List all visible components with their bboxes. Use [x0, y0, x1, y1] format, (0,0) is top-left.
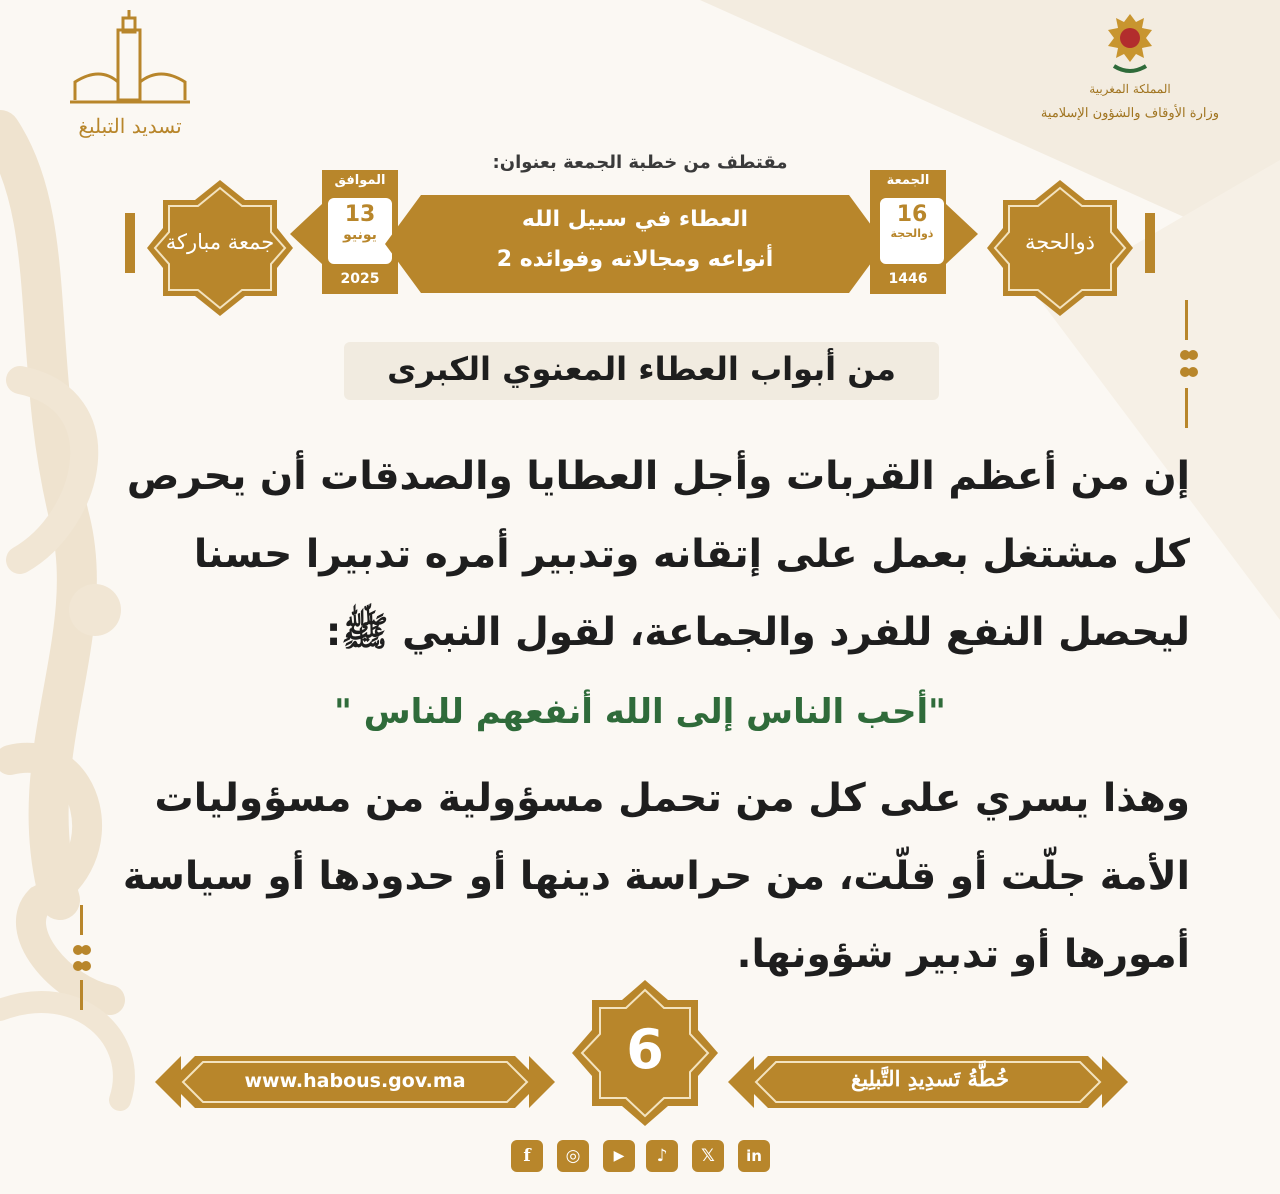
tiktok-icon[interactable]: ♪: [646, 1140, 678, 1172]
youtube-icon[interactable]: ▶: [603, 1140, 635, 1172]
linkedin-icon[interactable]: in: [738, 1140, 770, 1172]
logo-right-ministry: وزارة الأوقاف والشؤون الإسلامية: [1040, 106, 1220, 121]
title-banner: [385, 195, 885, 293]
gregorian-year: 2025: [340, 271, 380, 287]
tasdid-tabligh-logo: [60, 10, 200, 145]
hijri-day-box: [878, 196, 946, 266]
paragraph-2-line-2: الأمة جلّت أو قلّت، من حراسة دينها أو حدودها أو سياسة: [122, 854, 1190, 899]
paragraph-1-line-1: إن من أعظم القربات وأجل العطايا والصدقات أن يحرص: [126, 454, 1190, 499]
right-medallion-text: ذوالحجة: [1024, 230, 1096, 254]
gregorian-day-box: [326, 196, 394, 266]
hijri-tag: الجمعة: [886, 173, 930, 188]
royal-emblem-icon: [1100, 10, 1160, 78]
hijri-day: 16: [896, 202, 928, 227]
subtitle: من أبواب العطاء المعنوي الكبرى: [387, 350, 896, 388]
paragraph-2-line-1: وهذا يسري على كل من تحمل مسؤولية من مسؤوليات: [154, 776, 1190, 821]
mosque-minaret-icon: [60, 10, 200, 114]
subtitle-box: [344, 342, 939, 400]
left-medallion-text: جمعة مباركة: [165, 230, 275, 254]
logo-left-caption: تسديد التبليغ: [78, 114, 182, 138]
logo-right-kingdom: المملكة المغربية: [1089, 82, 1171, 96]
paragraph-2-line-3: أمورها أو تدبير شؤونها.: [736, 932, 1190, 977]
gregorian-month: يونيو: [343, 227, 377, 243]
page-number-wrap: [575, 1000, 715, 1110]
ministry-logo: [1020, 10, 1240, 135]
left-bar: [125, 213, 135, 273]
page-number: 6: [626, 1018, 664, 1081]
gregorian-date-block: [290, 168, 400, 298]
instagram-icon[interactable]: ◎: [557, 1140, 589, 1172]
hadith-quote: "أحب الناس إلى الله أنفعهم للناس ": [334, 692, 946, 732]
paragraph-1-line-3: ليحصل النفع للفرد والجماعة، لقول النبي ﷺ:: [325, 610, 1190, 655]
plan-label: خُطَّةُ تَسدِيدِ التَّبلِيغ: [851, 1066, 1009, 1091]
gregorian-tag: الموافق: [334, 173, 386, 188]
title-line-2: أنواعه ومجالاته وفوائده 2: [496, 247, 774, 272]
website-link[interactable]: www.habous.gov.ma: [244, 1070, 466, 1092]
hijri-month: ذوالحجة: [890, 227, 934, 240]
paragraph-1-line-2: كل مشتغل بعمل على إتقانه وتدبير أمره تدبيرا حسنا: [193, 532, 1190, 577]
title-line-1: العطاء في سبيل الله: [521, 207, 749, 232]
excerpt-label: مقتطف من خطبة الجمعة بعنوان:: [492, 152, 788, 173]
right-bar: [1145, 213, 1155, 273]
gregorian-day: 13: [344, 202, 376, 227]
x-twitter-icon[interactable]: 𝕏: [692, 1140, 724, 1172]
facebook-icon[interactable]: f: [511, 1140, 543, 1172]
hijri-year: 1446: [888, 271, 928, 287]
hijri-date-block: [868, 168, 980, 298]
